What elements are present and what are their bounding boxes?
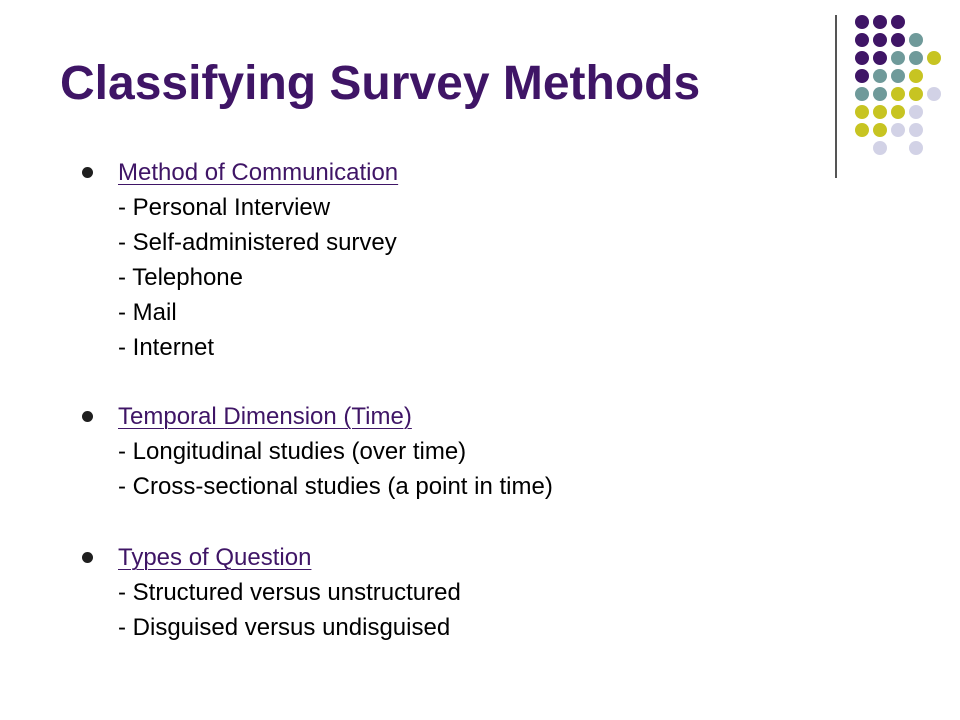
- decorative-dot: [891, 87, 905, 101]
- section-heading-row: [82, 399, 553, 434]
- list-item: - Telephone: [118, 264, 243, 291]
- decorative-dot: [873, 141, 887, 155]
- decorative-dot: [909, 87, 923, 101]
- section-heading-row: [82, 155, 398, 190]
- list-item: - Longitudinal studies (over time): [118, 438, 467, 465]
- decorative-dot: [873, 123, 887, 137]
- list-item: - Self-administered survey: [118, 229, 397, 256]
- decorative-dot: [891, 105, 905, 119]
- list-item: - Mail: [118, 299, 177, 326]
- list-item: - Personal Interview: [118, 194, 331, 221]
- decorative-dot: [873, 15, 887, 29]
- decorative-dot: [909, 141, 923, 155]
- section-heading-row: [82, 540, 461, 575]
- decorative-dot: [909, 105, 923, 119]
- decorative-dot: [873, 87, 887, 101]
- decorative-dot: [873, 105, 887, 119]
- decorative-dot: [855, 105, 869, 119]
- decorative-dot: [873, 69, 887, 83]
- decorative-dot: [891, 123, 905, 137]
- decorative-dot: [909, 69, 923, 83]
- list-item: - Disguised versus undisguised: [118, 614, 451, 641]
- bullet-icon: [82, 167, 93, 178]
- decorative-dot: [927, 51, 941, 65]
- decorative-dot: [855, 15, 869, 29]
- decorative-dot: [873, 51, 887, 65]
- decorative-dot: [927, 87, 941, 101]
- section-heading-link[interactable]: Method of Communication: [118, 159, 399, 186]
- decorative-dot: [855, 51, 869, 65]
- section-method-of-communication: [82, 155, 398, 365]
- decorative-dot: [873, 33, 887, 47]
- slide-title: Classifying Survey Methods: [60, 57, 701, 110]
- section-heading-link[interactable]: Temporal Dimension (Time): [118, 403, 412, 430]
- decorative-dot: [909, 51, 923, 65]
- section-types-of-question: [82, 540, 461, 645]
- decorative-dot: [909, 33, 923, 47]
- list-item: - Cross-sectional studies (a point in time): [118, 473, 553, 500]
- section-heading-link[interactable]: Types of Question: [118, 544, 312, 571]
- section-temporal-dimension: [82, 399, 553, 504]
- bullet-icon: [82, 411, 93, 422]
- decorative-dot: [891, 69, 905, 83]
- decorative-dot: [855, 33, 869, 47]
- decorative-dot: [855, 69, 869, 83]
- decorative-dot: [891, 33, 905, 47]
- title-divider-line: [835, 15, 837, 178]
- decorative-dot: [909, 123, 923, 137]
- list-item: - Internet: [118, 334, 215, 361]
- decorative-dot: [855, 87, 869, 101]
- list-item: - Structured versus unstructured: [118, 579, 461, 606]
- decorative-dot: [855, 123, 869, 137]
- decorative-dot: [891, 15, 905, 29]
- decorative-dot: [891, 51, 905, 65]
- bullet-icon: [82, 552, 93, 563]
